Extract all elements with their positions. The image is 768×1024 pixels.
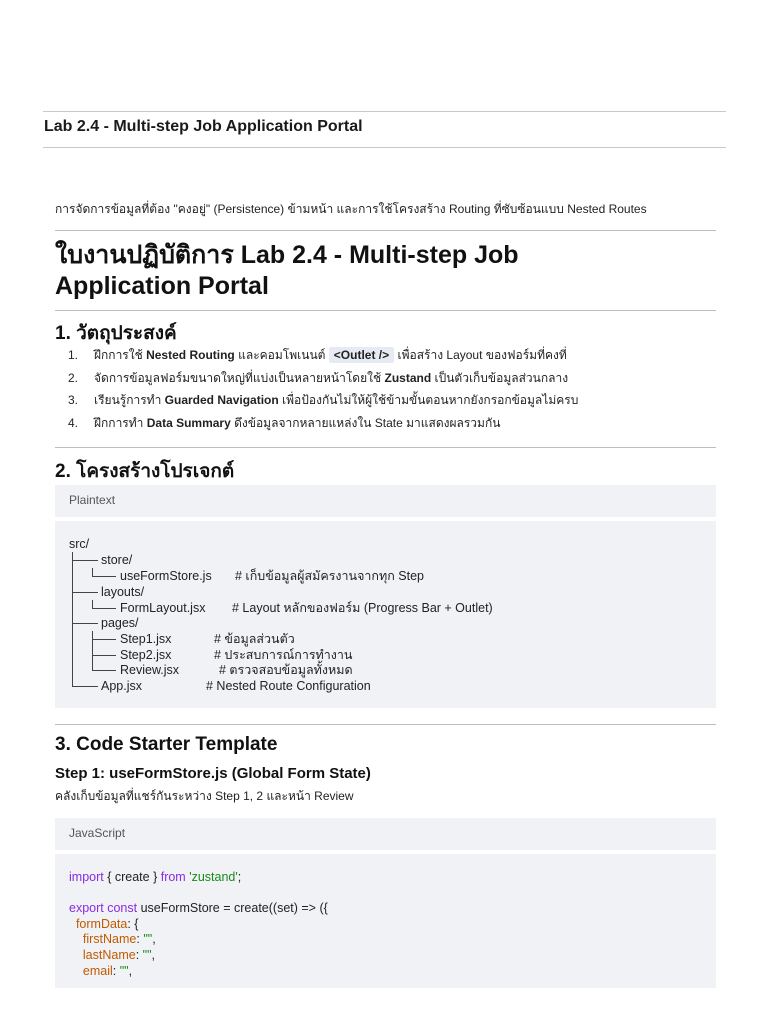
tree-line — [92, 568, 93, 576]
tree-comment: # ตรวจสอบข้อมูลทั้งหมด — [219, 663, 353, 677]
code-token: 'zustand' — [189, 870, 238, 884]
code-token: : — [136, 932, 144, 947]
code-block-header — [55, 485, 716, 517]
code-token: : { — [127, 916, 139, 931]
tree-step1: Step1.jsx — [120, 632, 172, 646]
code-token: : — [135, 947, 143, 962]
section2-divider — [55, 724, 716, 725]
section3-heading: 3. Code Starter Template — [55, 734, 278, 755]
code-token: , — [152, 932, 156, 947]
tree-pages: pages/ — [101, 616, 139, 630]
code-content — [69, 870, 328, 979]
code-token: ; — [237, 870, 242, 884]
item-text: เพื่อป้องกันไม่ให้ผู้ใช้ข้ามขั้นตอนหากยังกรอกข้อมูลไม่ครบ — [278, 393, 579, 407]
tree-comment: # เก็บข้อมูลผู้สมัครงานจากทุก Step — [235, 569, 424, 583]
page-title — [55, 240, 655, 302]
list-item — [55, 346, 578, 369]
page-title-thai: ใบงานปฏิบัติการ — [55, 241, 241, 269]
item-text: เป็นตัวเก็บข้อมูลส่วนกลาง — [431, 370, 569, 385]
tree-line — [92, 608, 116, 609]
list-number: 1. — [68, 348, 79, 362]
header-bottom-divider — [43, 147, 726, 148]
code-language-label: JavaScript — [69, 826, 126, 840]
tree-line — [92, 639, 116, 640]
code-token: "" — [143, 932, 153, 947]
code-language-label: Plaintext — [69, 493, 116, 507]
tree-comment: # ประสบการณ์การทำงาน — [214, 648, 353, 662]
item-text: เรียนรู้การทำ — [94, 393, 165, 407]
document-header-title: Lab 2.4 - Multi-step Job Application Portal — [44, 118, 363, 135]
code-token: export const — [69, 901, 138, 916]
tree-line — [92, 655, 116, 656]
tree-line — [72, 686, 98, 687]
tree-app: App.jsx — [101, 679, 142, 693]
list-item — [55, 391, 578, 414]
step1-heading: Step 1: useFormStore.js (Global Form State) — [55, 765, 371, 782]
item-bold: Data Summary — [146, 415, 231, 430]
code-token: import — [69, 870, 104, 884]
intro-divider — [55, 230, 716, 231]
item-bold: Zustand — [384, 370, 432, 385]
inline-code: <Outlet /> — [329, 347, 394, 363]
tree-line — [92, 670, 116, 671]
tree-line — [72, 560, 98, 561]
code-token: useFormStore = create((set) => ({ — [137, 901, 328, 916]
section1-divider — [55, 447, 716, 448]
tree-src: src/ — [69, 537, 90, 551]
page-title-line2: Application Portal — [55, 272, 269, 300]
list-number: 4. — [68, 415, 79, 430]
tree-formlayout: FormLayout.jsx — [120, 601, 206, 615]
list-item — [55, 369, 578, 392]
tree-layouts: layouts/ — [101, 585, 145, 599]
code-token: , — [128, 963, 133, 978]
section2-heading: 2. โครงสร้างโปรเจกต์ — [55, 461, 235, 482]
code-token: formData — [69, 916, 128, 931]
tree-store: store/ — [101, 553, 133, 567]
code-token: email — [69, 963, 113, 978]
code-token: , — [151, 947, 155, 962]
code-token: firstName — [69, 932, 137, 947]
tree-review: Review.jsx — [120, 663, 180, 677]
tree-line — [92, 576, 116, 577]
code-token: "" — [119, 963, 129, 978]
tree-line — [92, 600, 93, 608]
tree-step2: Step2.jsx — [120, 648, 172, 662]
tree-comment: # Layout หลักของฟอร์ม (Progress Bar + Outlet) — [232, 601, 493, 615]
item-bold: Guarded Navigation — [164, 393, 279, 407]
list-number: 3. — [68, 393, 79, 407]
header-top-divider — [43, 111, 726, 112]
tree-useformstore: useFormStore.js — [120, 569, 212, 583]
intro-text: การจัดการข้อมูลที่ต้อง "คงอยู่" (Persistence) ข้ามหน้า และการใช้โครงสร้าง Routing ที่ซับซ้อนแบบ Nested Routes — [55, 202, 647, 216]
tree-comment: # Nested Route Configuration — [206, 679, 371, 693]
title-divider — [55, 310, 716, 311]
list-item — [55, 414, 578, 437]
code-token: { create } — [103, 870, 161, 884]
code-token: "" — [142, 947, 152, 962]
tree-comment: # ข้อมูลส่วนตัว — [214, 632, 295, 646]
section1-heading: 1. วัตถุประสงค์ — [55, 323, 177, 344]
code-token: from — [160, 870, 186, 884]
item-text: จัดการข้อมูลฟอร์มขนาดใหญ่ที่แบ่งเป็นหลายหน้าโดยใช้ — [94, 370, 385, 385]
code-token: : — [112, 963, 120, 978]
objectives-list — [55, 346, 578, 436]
tree-line — [72, 623, 98, 624]
code-token: lastName — [69, 947, 136, 962]
item-text: ฝึกการใช้ — [94, 348, 147, 362]
item-text: ดึงข้อมูลจากหลายแหล่งใน State มาแสดงผลรวมกัน — [230, 415, 501, 430]
item-text: ฝึกการทำ — [94, 415, 147, 430]
item-text: เพื่อสร้าง Layout ของฟอร์มที่คงที่ — [394, 348, 567, 362]
tree-line — [72, 592, 98, 593]
tree-line — [72, 552, 73, 686]
tree-line — [92, 631, 93, 671]
item-text: และคอมโพเนนต์ — [234, 348, 329, 362]
page-title-line1: Lab 2.4 - Multi-step Job — [240, 241, 519, 269]
code-block-header — [55, 818, 716, 850]
step1-description: คลังเก็บข้อมูลที่แชร์กันระหว่าง Step 1, 2 และหน้า Review — [55, 789, 354, 803]
item-bold: Nested Routing — [146, 348, 235, 362]
list-number: 2. — [68, 370, 79, 385]
